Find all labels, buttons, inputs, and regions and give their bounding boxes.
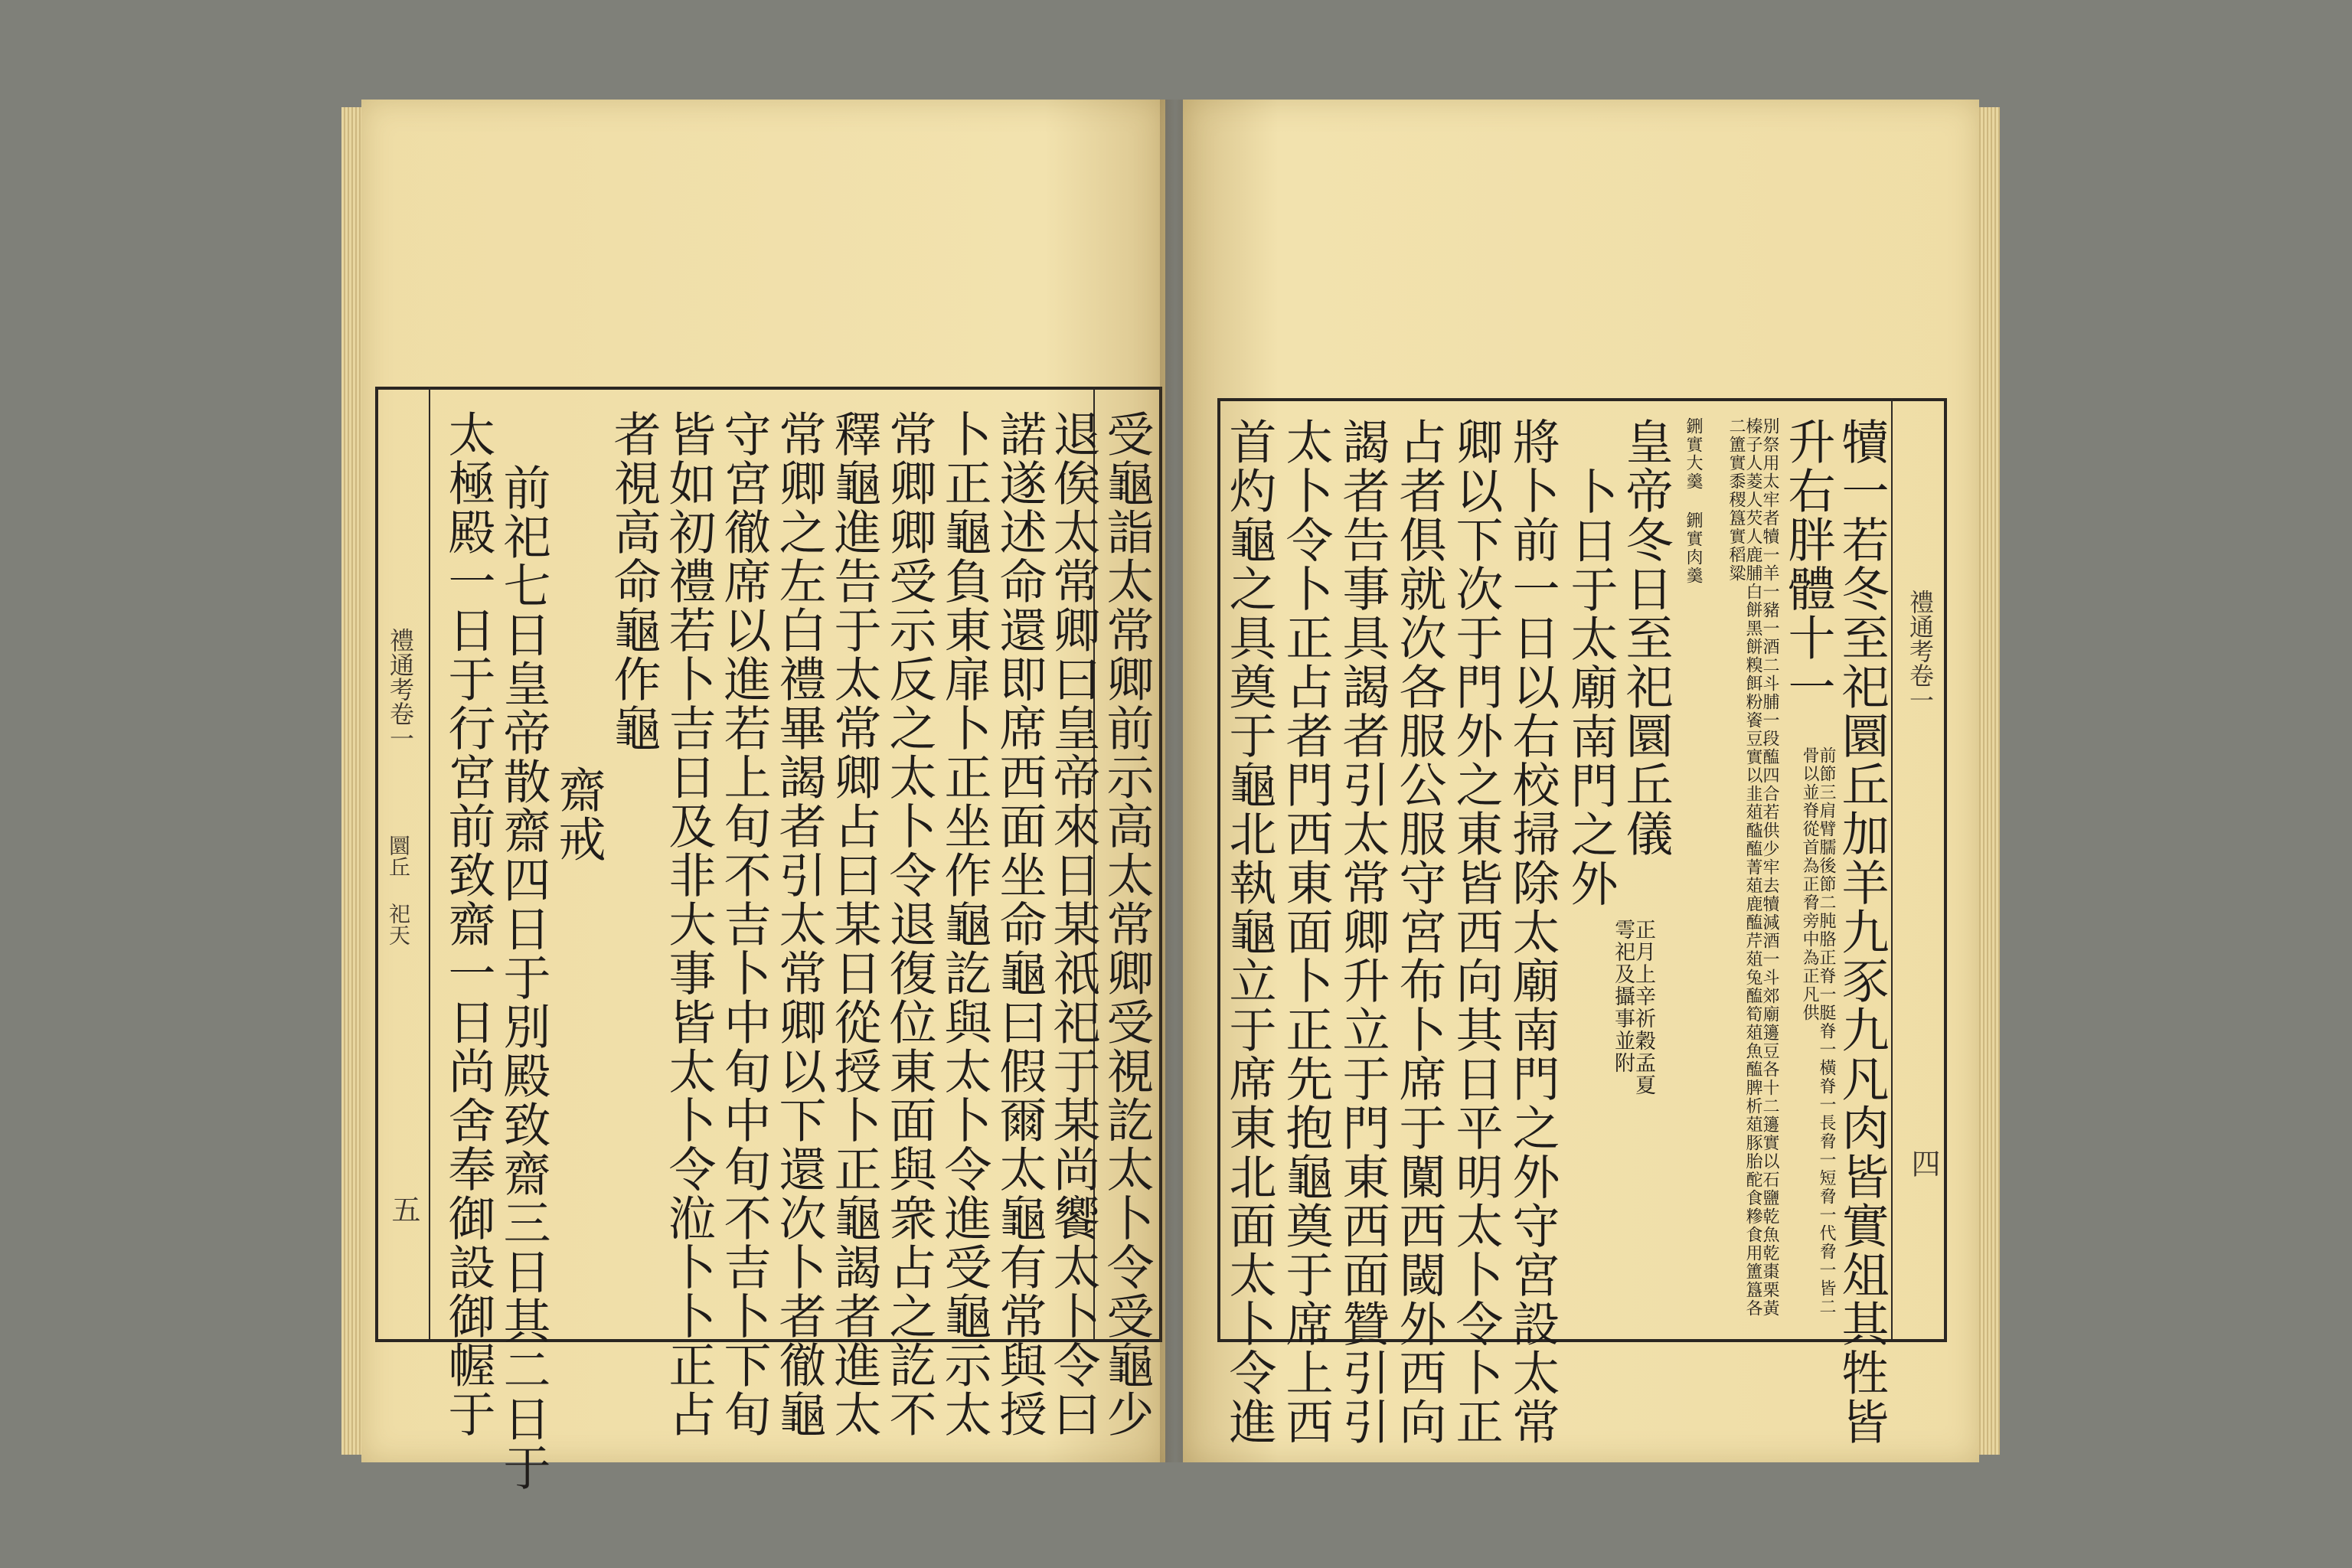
right-page-edge — [1977, 107, 2000, 1455]
text-column: 者視高命龜作龜 — [606, 410, 662, 753]
text-column: 退俟太常卿曰皇帝來日某祇祀于某尚饗太卜令曰 — [1045, 410, 1101, 1439]
text-column: 升右胖體十一 — [1780, 417, 1836, 711]
page-number: 五 — [387, 1194, 420, 1223]
annotation: 前節三肩臂臑後節二肫胳正脊一脡脊一橫脊一長脅一短脅一代脅一皆二骨以並脊從首為正脅旁中為正凡供 — [1800, 746, 1836, 1316]
text-column: 太卜令卜正占者門西東面卜正先抱龜奠于席上西 — [1278, 417, 1334, 1446]
section-label: 圜丘 祀天 — [386, 835, 411, 946]
section-heading: 卜日于太廟南門之外 — [1563, 467, 1619, 908]
text-column: 皆如初禮若卜吉日及非大事皆太卜令涖卜卜正占 — [661, 410, 717, 1439]
page-number: 四 — [1906, 1148, 1940, 1178]
column-rule — [429, 387, 430, 1339]
text-column: 犢一若冬至祀圜丘加羊九豕九凡肉皆實俎其牲皆 — [1834, 417, 1890, 1446]
text-column: 首灼龜之具奠于龜北執龜立于席東北面太卜令進 — [1221, 417, 1277, 1446]
column-rule — [1891, 398, 1893, 1339]
annotation: 別祭用太牢者犢一羊一豬一酒二斗脯一段醢四合若供少牢去犢減酒一斗郊廟籩豆各十二籩實以石鹽乾魚乾棗栗黃榛子人菱人芡人鹿脯白餅黑餅糗餌粉餈豆實以韭葅醓醢菁葅鹿醢芹葅兔醢筍葅魚醢脾析葅豚胎酡食糝食用簠簋各二簠實黍稷簋實稻粱 — [1726, 417, 1779, 1318]
text-column: 釋龜進告于太常卿占曰某日從授卜正龜謁者進太 — [826, 410, 882, 1439]
text-column: 守宮徹席以進若上旬不吉卜中旬中旬不吉卜下旬 — [716, 410, 772, 1439]
ceremony-title: 皇帝冬日至祀圜丘儀 — [1618, 417, 1674, 858]
text-column: 卿以下次于門外之東皆西向其日平明太卜令卜正 — [1448, 417, 1504, 1446]
text-column: 前祀七日皇帝散齋四日于別殿致齋三日其二日于 — [495, 463, 551, 1492]
text-column: 受龜詣太常卿前示高太常卿受視訖太卜令受龜少 — [1099, 410, 1155, 1439]
text-column: 謁者告事具謁者引太常卿升立于門東西面贊引引 — [1334, 417, 1390, 1446]
section-heading: 齋戒 — [550, 766, 606, 864]
text-column: 常卿卿受示反之太卜令退復位東面與衆占之訖不 — [881, 410, 937, 1439]
annotation: 正月上辛祈穀孟夏雩祀及攝事並附 — [1611, 919, 1655, 1096]
book-title: 禮通考卷一 — [386, 628, 415, 750]
text-column: 太極殿一日于行宮前致齋一日尚舍奉御設御幄于 — [440, 410, 496, 1439]
text-column: 占者俱就次各服公服守宮布卜席于闑西閾外西向 — [1391, 417, 1447, 1446]
text-column: 卜正龜負東扉卜正坐作龜訖與太卜令進受龜示太 — [936, 410, 992, 1439]
book-title: 禮通考卷一 — [1906, 590, 1935, 712]
text-column: 常卿之左白禮畢謁者引太常卿以下還次卜者徹龜 — [771, 410, 827, 1439]
text-column: 諾遂述命還即席西面坐命龜曰假爾太龜有常與授 — [991, 410, 1047, 1439]
annotation: 鉶實大羹 鉶實肉羹 — [1684, 417, 1703, 585]
text-column: 將卜前一日以右校掃除太廟南門之外守宮設太常 — [1504, 417, 1560, 1446]
